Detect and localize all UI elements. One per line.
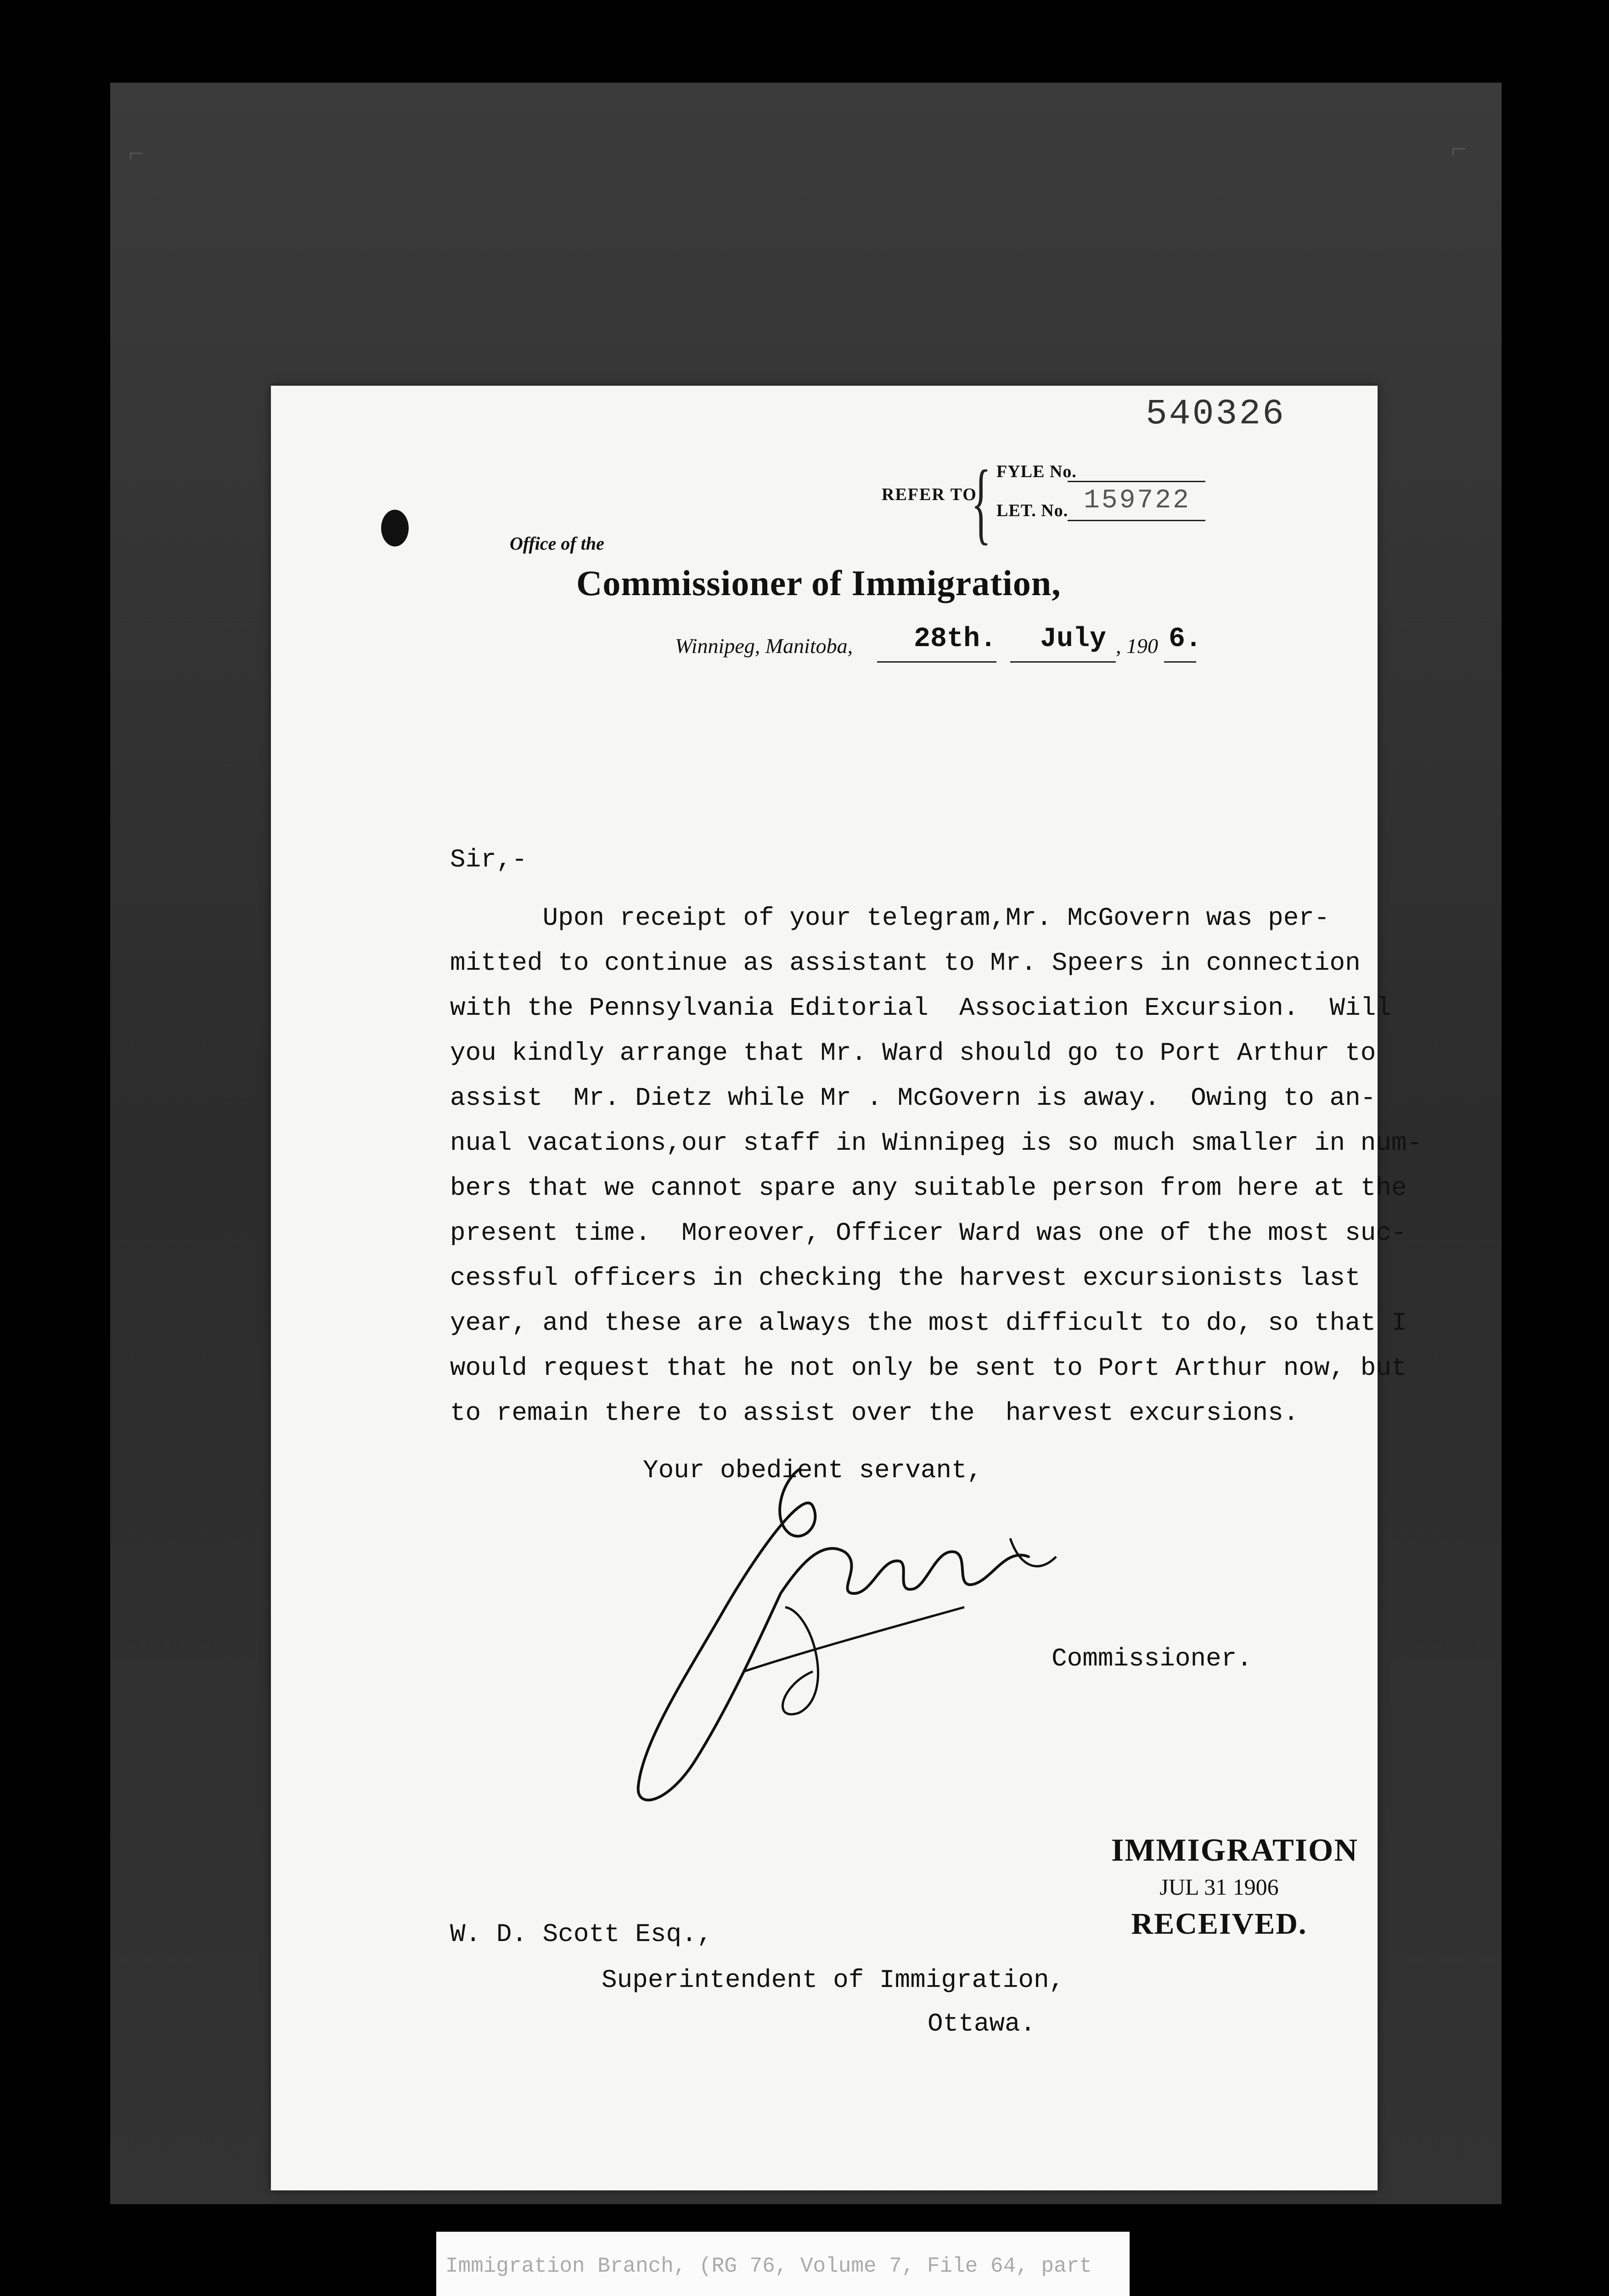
letter-number-label: LET. No.: [996, 501, 1069, 520]
body-line: year, and these are always the most difficult to do, so that I: [450, 1308, 1407, 1338]
body-line: with the Pennsylvania Editorial Association Excursion. Will: [450, 993, 1391, 1023]
body-line: to remain there to assist over the harvest excursions.: [450, 1398, 1299, 1428]
date-year-underline: [1164, 661, 1196, 663]
letter-place: Winnipeg, Manitoba,: [675, 634, 853, 658]
addressee-city: Ottawa.: [928, 2009, 1036, 2038]
addressee-title: Superintendent of Immigration,: [602, 1965, 1065, 1995]
body-line: Upon receipt of your telegram,Mr. McGovern was per-: [450, 903, 1330, 933]
fyle-number-line: [1068, 481, 1205, 482]
letter-body: [450, 895, 1423, 1435]
refer-to-label: REFER TO: [882, 485, 977, 504]
body-line: you kindly arrange that Mr. Ward should go to Port Arthur to: [450, 1038, 1376, 1068]
body-line: cessful officers in checking the harvest excursionists last: [450, 1263, 1361, 1293]
body-line: would request that he not only be sent to Port Arthur now, but: [450, 1353, 1407, 1383]
handwritten-signature: [606, 1456, 1065, 1814]
addressee: W. D. Scott Esq.,: [450, 1919, 713, 1949]
stamp-line: IMMIGRATION: [1111, 1833, 1358, 1868]
letter-number-line: [1068, 520, 1205, 521]
body-line: bers that we cannot spare any suitable person from here at the: [450, 1173, 1407, 1203]
salutation: Sir,-: [450, 845, 528, 874]
letter-page: [271, 386, 1423, 2190]
date-year-suffix: 6.: [1169, 624, 1202, 655]
fyle-number-label: FYLE No.: [996, 462, 1077, 481]
closing: Your obedient servant,: [643, 1456, 983, 1485]
board-mark: ⌐: [129, 138, 144, 169]
office-name: Commissioner of Immigration,: [576, 563, 1061, 603]
office-of-label: Office of the: [510, 533, 604, 554]
body-line: nual vacations,our staff in Winnipeg is so much smaller in num-: [450, 1128, 1423, 1158]
date-day: 28th.: [914, 624, 997, 655]
signer-title: Commissioner.: [1052, 1644, 1252, 1673]
body-line: assist Mr. Dietz while Mr . McGovern is away. Owing to an-: [450, 1083, 1376, 1113]
date-month: July: [1040, 624, 1107, 655]
body-line: mitted to continue as assistant to Mr. Speers in connection: [450, 948, 1361, 978]
date-day-underline: [877, 661, 996, 663]
letter-number-value: 159722: [1084, 486, 1191, 516]
punch-hole: [381, 510, 409, 546]
board-mark: ⌐: [1451, 134, 1467, 164]
file-number: 540326: [1146, 394, 1286, 434]
brace: {: [971, 452, 991, 553]
body-line: present time. Moreover, Officer Ward was one of the most suc-: [450, 1218, 1407, 1248]
date-month-underline: [1010, 661, 1116, 663]
stamp-date: JUL 31 1906: [1159, 1874, 1279, 1900]
received-stamp: [1111, 1832, 1358, 1941]
reference-label: Immigration Branch, (RG 76, Volume 7, File 64, part: [436, 2232, 1130, 2296]
stamp-line: RECEIVED.: [1131, 1907, 1307, 1941]
date-year-prefix: , 190: [1116, 634, 1158, 658]
